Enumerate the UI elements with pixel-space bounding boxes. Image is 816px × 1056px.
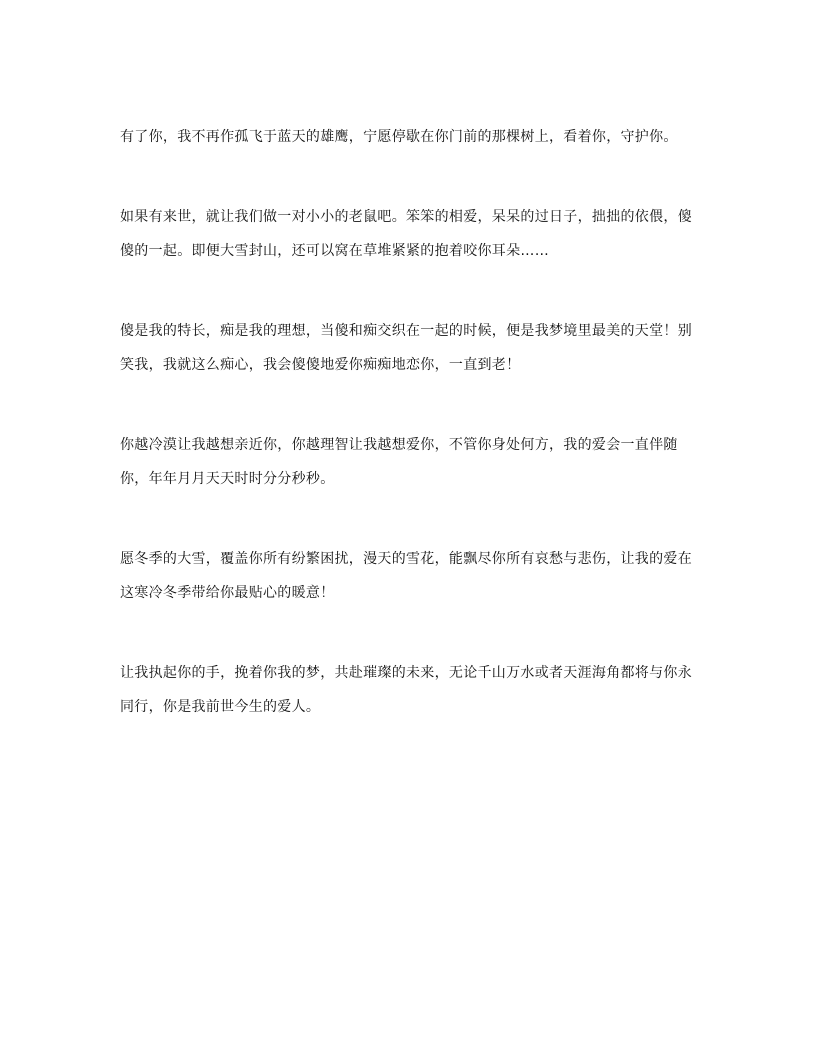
paragraph-2: 如果有来世，就让我们做一对小小的老鼠吧。笨笨的相爱，呆呆的过日子，拙拙的依偎，傻傻的一起。即便大雪封山，还可以窝在草堆紧紧的抱着咬你耳朵……: [120, 209, 692, 259]
paragraph-1: 有了你，我不再作孤飞于蓝天的雄鹰，宁愿停歇在你门前的那棵树上，看着你，守护你。: [120, 129, 678, 145]
document-body: [120, 120, 700, 770]
paragraph-5: 愿冬季的大雪，覆盖你所有纷繁困扰，漫天的雪花，能飘尽你所有哀愁与悲伤，让我的爱在这寒冷冬季带给你最贴心的暖意！: [120, 551, 692, 601]
paragraph-6: 让我执起你的手，挽着你我的梦，共赴璀璨的未来，无论千山万水或者天涯海角都将与你永同行，你是我前世今生的爱人。: [120, 665, 692, 715]
paragraph-3: 傻是我的特长，痴是我的理想，当傻和痴交织在一起的时候，便是我梦境里最美的天堂！别笑我，我就这么痴心，我会傻傻地爱你痴痴地恋你，一直到老！: [120, 323, 692, 373]
paragraph-4: 你越冷漠让我越想亲近你，你越理智让我越想爱你，不管你身处何方，我的爱会一直伴随你，年年月月天天时时分分秒秒。: [120, 437, 678, 487]
